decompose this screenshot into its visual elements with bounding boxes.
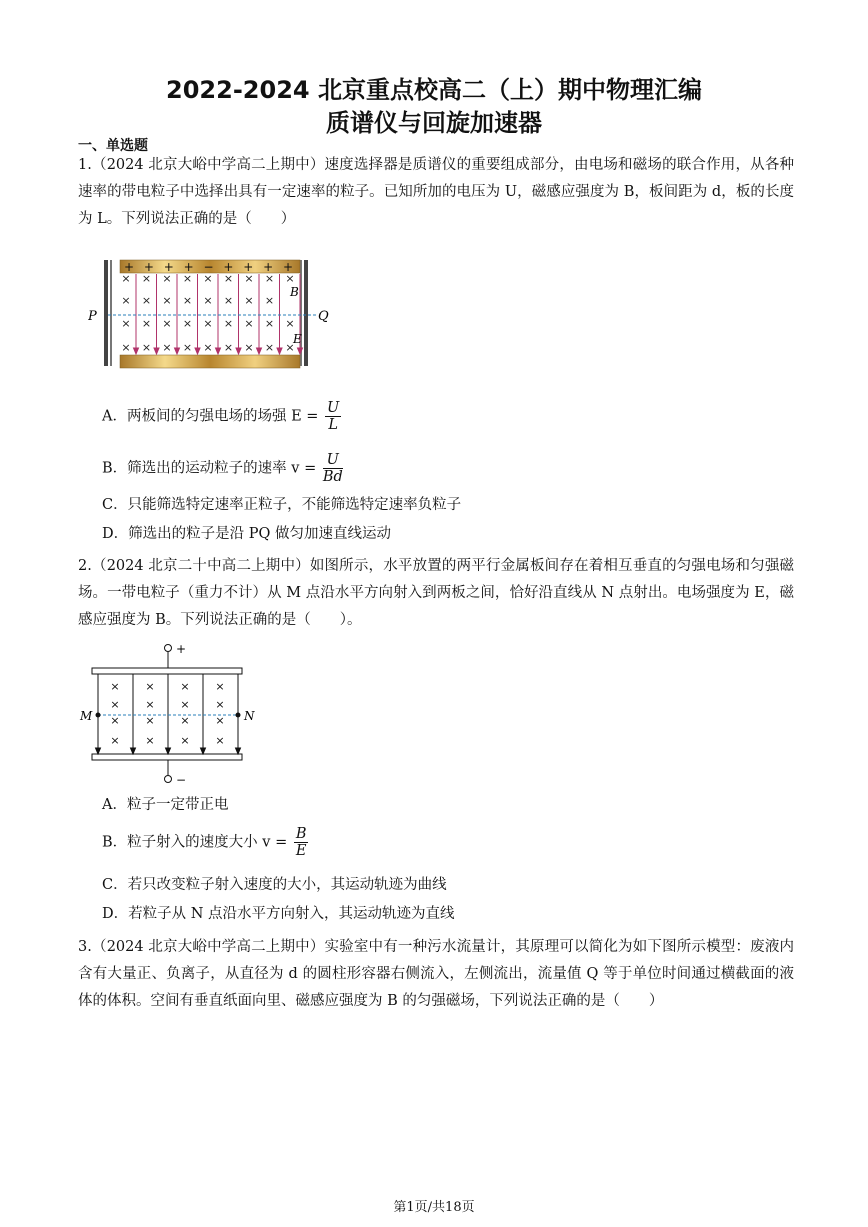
b-field-cross: × xyxy=(244,341,254,354)
b-field-cross: × xyxy=(162,294,172,307)
e-field-arrowhead xyxy=(236,348,241,354)
b-field-cross: × xyxy=(110,734,120,747)
label-n: N xyxy=(244,709,255,723)
b-field-cross: × xyxy=(141,341,152,354)
terminal-plus: + xyxy=(176,642,187,656)
terminal-minus: − xyxy=(176,773,187,787)
b-field-cross: × xyxy=(223,317,234,330)
e-field-arrowhead xyxy=(195,348,200,354)
b-field-cross: × xyxy=(145,734,155,747)
section-heading: 一、单选题 xyxy=(78,138,148,154)
e-field-arrowhead xyxy=(154,348,159,354)
b-field-cross: × xyxy=(180,680,190,693)
b-field-cross: × xyxy=(203,341,213,354)
q1-option-a: A．两板间的匀强电场的场强 E = $\frac{U}{L}$ xyxy=(102,400,340,433)
label-b: B xyxy=(290,285,299,299)
b-field-cross: × xyxy=(215,698,225,711)
b-field-cross: × xyxy=(110,714,120,727)
document-title: 2022-2024 北京重点校高二（上）期中物理汇编 xyxy=(166,76,702,104)
e-field-arrowhead xyxy=(257,348,262,354)
question-1-text: 1.（2024 北京大峪中学高二上期中）速度选择器是质谱仪的重要组成部分，由电场和磁场的联合作用，从各种速率的带电粒子中选择出具有一定速率的粒子。已知所加的电压为 U，磁感应强度为 B，板间距为 d，板的长度为 L。下列说法正确的是（ ） xyxy=(78,157,794,227)
q2-option-d: D．若粒子从 N 点沿水平方向射入，其运动轨迹为直线 xyxy=(102,906,455,922)
e-field-arrowhead xyxy=(166,748,171,754)
e-field-arrowhead xyxy=(201,748,206,754)
velocity-selector-figure xyxy=(88,256,340,374)
b-field-cross: × xyxy=(264,341,275,354)
b-field-cross: × xyxy=(145,680,155,693)
b-field-cross: × xyxy=(203,294,213,307)
document-subtitle: 质谱仪与回旋加速器 xyxy=(326,109,542,137)
b-field-cross: × xyxy=(215,714,225,727)
b-field-cross: × xyxy=(162,317,172,330)
b-field-cross: × xyxy=(162,341,172,354)
e-field-arrowhead xyxy=(96,748,101,754)
b-field-cross: × xyxy=(285,341,295,354)
e-field-arrowhead xyxy=(131,748,136,754)
e-field-arrowhead xyxy=(216,348,221,354)
b-field-cross: × xyxy=(223,272,234,285)
b-field-cross: × xyxy=(244,294,254,307)
b-field-cross: × xyxy=(285,317,295,330)
b-field-cross: × xyxy=(121,317,131,330)
q2-option-c: C．若只改变粒子射入速度的大小，其运动轨迹为曲线 xyxy=(102,877,447,893)
label-p: P xyxy=(88,309,97,324)
b-field-cross: × xyxy=(145,714,155,727)
q2-option-b: B．粒子射入的速度大小 v = $\frac{B}{E}$ xyxy=(102,826,307,859)
b-field-cross: × xyxy=(244,272,254,285)
question-2-text: 2.（2024 北京二十中高二上期中）如图所示，水平放置的两平行金属板间存在着相互垂直的匀强电场和匀强磁场。一带电粒子（重力不计）从 M 点沿水平方向射入到两板之间，恰好沿直线从 N 点射出。电场强度为 E，磁感应强度为 B。下列说法正确的是（ ）。 xyxy=(78,558,794,628)
b-field-cross: × xyxy=(182,294,193,307)
question-3-text: 3.（2024 北京大峪中学高二上期中）实验室中有一种污水流量计，其原理可以简化为如下图所示模型：废液内含有大量正、负离子，从直径为 d 的圆柱形容器右侧流入，左侧流出，流量值 Q 等于单位时间通过横截面的液体的体积。空间有垂直纸面向里、磁感应强度为 B 的匀强磁场，下列说法正确的是（ ） xyxy=(78,939,794,1009)
top-plate-2 xyxy=(92,668,242,674)
b-field-cross: × xyxy=(215,680,225,693)
b-field-cross: × xyxy=(180,714,190,727)
b-field-cross: × xyxy=(141,317,152,330)
b-field-cross: × xyxy=(203,272,213,285)
b-field-cross: × xyxy=(182,272,193,285)
label-q: Q xyxy=(318,309,329,324)
b-field-cross: × xyxy=(180,698,190,711)
parallel-plates-figure xyxy=(76,642,276,790)
b-field-cross: × xyxy=(121,341,131,354)
top-plate-signs: + + + + − + + + + xyxy=(123,260,297,274)
b-field-cross: × xyxy=(141,272,152,285)
b-field-cross: × xyxy=(264,272,275,285)
b-field-cross: × xyxy=(223,341,234,354)
b-field-cross: × xyxy=(145,698,155,711)
b-field-cross: × xyxy=(223,294,234,307)
b-field-cross: × xyxy=(285,272,295,285)
b-field-cross: × xyxy=(180,734,190,747)
bottom-plate-2 xyxy=(92,754,242,760)
b-field-cross: × xyxy=(264,294,275,307)
page-number: 第1页/共18页 xyxy=(393,1200,475,1215)
q1-option-d: D．筛选出的粒子是沿 PQ 做匀加速直线运动 xyxy=(102,526,391,542)
b-field-cross: × xyxy=(162,272,172,285)
b-field-cross: × xyxy=(121,294,131,307)
b-field-cross: × xyxy=(110,698,120,711)
b-field-cross: × xyxy=(141,294,152,307)
bottom-plate xyxy=(120,355,300,368)
label-m: M xyxy=(80,709,93,723)
b-field-cross: × xyxy=(182,341,193,354)
b-field-cross: × xyxy=(121,272,131,285)
b-field-cross: × xyxy=(215,734,225,747)
e-field-arrowhead xyxy=(236,748,241,754)
b-field-cross: × xyxy=(264,317,275,330)
e-field-arrowhead xyxy=(175,348,180,354)
q1-option-c: C．只能筛选特定速率正粒子，不能筛选特定速率负粒子 xyxy=(102,497,462,513)
b-field-cross: × xyxy=(182,317,193,330)
label-e: E xyxy=(293,332,302,346)
e-field-arrowhead xyxy=(134,348,139,354)
b-field-cross: × xyxy=(110,680,120,693)
q2-option-a: A．粒子一定带正电 xyxy=(102,797,229,813)
b-field-cross: × xyxy=(244,317,254,330)
b-field-cross: × xyxy=(203,317,213,330)
e-field-arrowhead xyxy=(277,348,282,354)
q1-option-b: B．筛选出的运动粒子的速率 v = $\frac{U}{Bd}$ xyxy=(102,452,343,485)
